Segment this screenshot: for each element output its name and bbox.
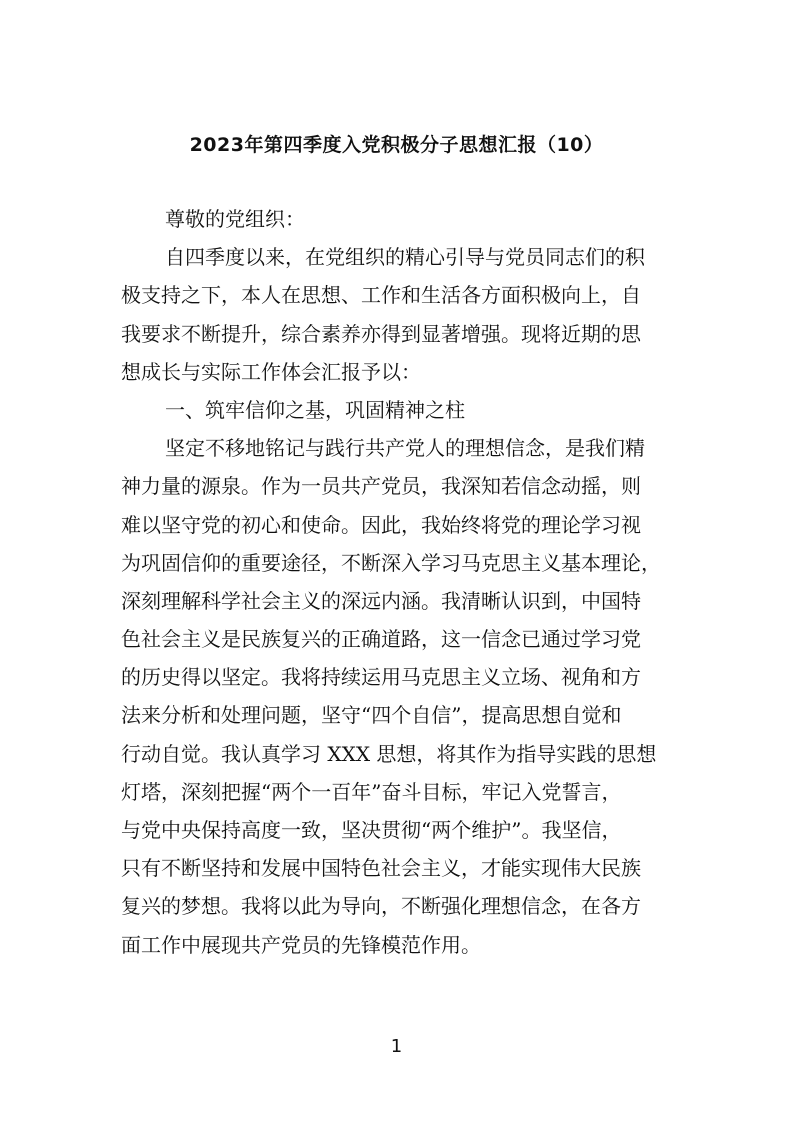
paragraph-line: 的历史得以坚定。我将持续运用马克思主义立场、视角和方	[121, 665, 641, 690]
paragraph-line: 只有不断坚持和发展中国特色社会主义，才能实现伟大民族	[121, 856, 641, 881]
document-title: 2023年第四季度入党积极分子思想汇报（10）	[189, 134, 604, 156]
paragraph-line: 难以坚守党的初心和使命。因此，我始终将党的理论学习视	[121, 512, 641, 537]
document-body	[121, 200, 681, 964]
paragraph-line: 行动自觉。我认真学习 XXX 思想，将其作为指导实践的思想	[121, 741, 657, 766]
paragraph-line: 复兴的梦想。我将以此为导向，不断强化理想信念，在各方	[121, 894, 641, 919]
paragraph-line: 色社会主义是民族复兴的正确道路，这一信念已通过学习党	[121, 627, 641, 652]
paragraph-line: 我要求不断提升，综合素养亦得到显著增强。现将近期的思	[121, 321, 641, 346]
section-heading: 一、筑牢信仰之基，巩固精神之柱	[165, 397, 465, 422]
paragraph-line: 面工作中展现共产党员的先锋模范作用。	[121, 932, 481, 957]
paragraph-line: 坚定不移地铭记与践行共产党人的理想信念，是我们精	[165, 436, 645, 461]
paragraph-line: 法来分析和处理问题，坚守“四个自信”，提高思想自觉和	[121, 703, 622, 728]
paragraph-line: 深刻理解科学社会主义的深远内涵。我清晰认识到，中国特	[121, 588, 641, 613]
paragraph-line: 自四季度以来，在党组织的精心引导与党员同志们的积	[165, 245, 645, 270]
salutation-line: 尊敬的党组织：	[165, 207, 305, 231]
paragraph-line: 与党中央保持高度一致，坚决贯彻“两个维护”。我坚信，	[121, 818, 622, 842]
paragraph-line: 灯塔，深刻把握“两个一百年”奋斗目标，牢记入党誓言，	[121, 779, 622, 804]
paragraph-line: 极支持之下，本人在思想、工作和生活各方面积极向上，自	[121, 283, 641, 308]
page-number: 1	[390, 1036, 403, 1057]
paragraph-line: 想成长与实际工作体会汇报予以：	[121, 359, 421, 384]
paragraph-line: 为巩固信仰的重要途径，不断深入学习马克思主义基本理论，	[121, 550, 661, 575]
paragraph-line: 神力量的源泉。作为一员共产党员，我深知若信念动摇，则	[121, 474, 641, 499]
